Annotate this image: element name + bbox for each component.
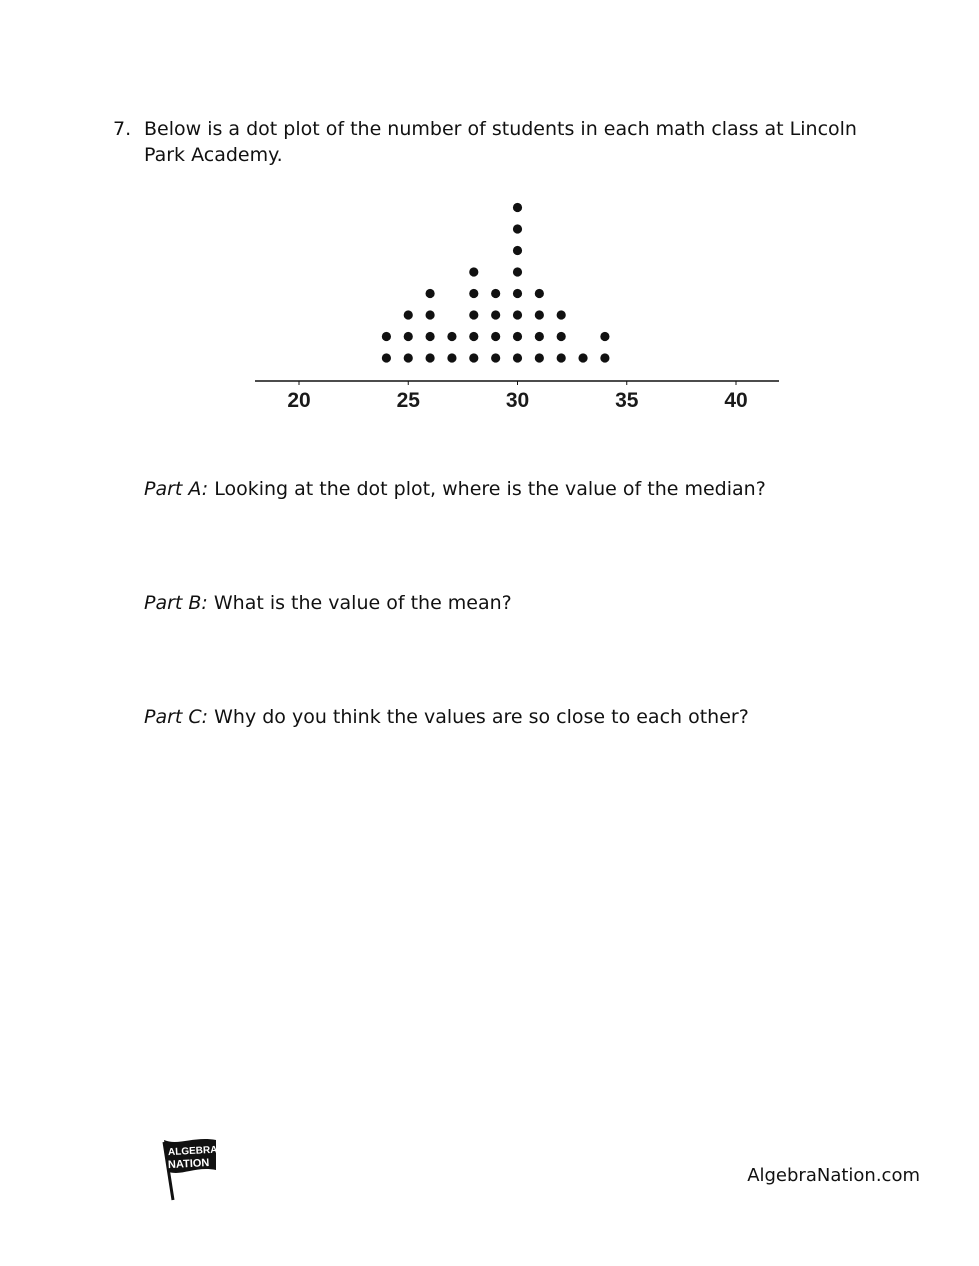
dot-24-1 — [382, 353, 391, 362]
dot-30-7 — [513, 224, 522, 233]
dot-25-2 — [404, 332, 413, 341]
part-c-label: Part C: — [144, 706, 209, 728]
dot-32-3 — [557, 310, 566, 319]
dot-33-1 — [578, 353, 587, 362]
dot-32-2 — [557, 332, 566, 341]
dot-26-3 — [426, 310, 435, 319]
dot-34-1 — [600, 353, 609, 362]
question-number: 7. — [113, 118, 132, 140]
logo-text-2: NATION — [167, 1156, 210, 1172]
dot-plot — [0, 0, 979, 430]
x-tick-label-20: 20 — [287, 389, 311, 412]
dot-30-3 — [513, 310, 522, 319]
part-c-text: Why do you think the values are so close to each other? — [208, 706, 749, 728]
dot-28-5 — [469, 267, 478, 276]
dot-26-4 — [426, 289, 435, 298]
dot-26-1 — [426, 353, 435, 362]
x-tick-label-25: 25 — [396, 389, 420, 412]
dot-28-1 — [469, 353, 478, 362]
part-b-text: What is the value of the mean? — [207, 592, 512, 614]
dot-24-2 — [382, 332, 391, 341]
dot-29-2 — [491, 332, 500, 341]
dot-31-1 — [535, 353, 544, 362]
dot-31-3 — [535, 310, 544, 319]
dot-30-1 — [513, 353, 522, 362]
logo-text-1: ALGEBRA — [167, 1144, 218, 1159]
part-b — [144, 590, 512, 616]
dot-30-2 — [513, 332, 522, 341]
part-c — [144, 704, 749, 730]
dot-32-1 — [557, 353, 566, 362]
question-text: Below is a dot plot of the number of students in each math class at Lincoln Park Academy. — [144, 118, 857, 166]
dot-31-4 — [535, 289, 544, 298]
dot-28-2 — [469, 332, 478, 341]
x-tick-label-40: 40 — [724, 389, 748, 412]
dot-25-3 — [404, 310, 413, 319]
x-tick-label-30: 30 — [505, 389, 530, 412]
part-a — [144, 476, 766, 502]
dot-34-2 — [600, 332, 609, 341]
dot-29-1 — [491, 353, 500, 362]
dot-27-1 — [447, 353, 456, 362]
dot-26-2 — [426, 332, 435, 341]
dot-30-4 — [513, 289, 522, 298]
dot-30-6 — [513, 246, 522, 255]
part-a-text: Looking at the dot plot, where is the value of the median? — [208, 478, 766, 500]
dot-30-5 — [513, 267, 522, 276]
part-b-label: Part B: — [144, 592, 208, 614]
dot-29-4 — [491, 289, 500, 298]
dot-28-4 — [469, 289, 478, 298]
dot-28-3 — [469, 310, 478, 319]
footer-url: AlgebraNation.com — [747, 1165, 920, 1186]
dot-30-8 — [513, 203, 522, 212]
dot-29-3 — [491, 310, 500, 319]
x-tick-label-35: 35 — [615, 389, 639, 412]
dot-25-1 — [404, 353, 413, 362]
algebra-nation-logo — [160, 1136, 222, 1202]
dot-27-2 — [447, 332, 456, 341]
part-a-label: Part A: — [144, 478, 209, 500]
dot-31-2 — [535, 332, 544, 341]
